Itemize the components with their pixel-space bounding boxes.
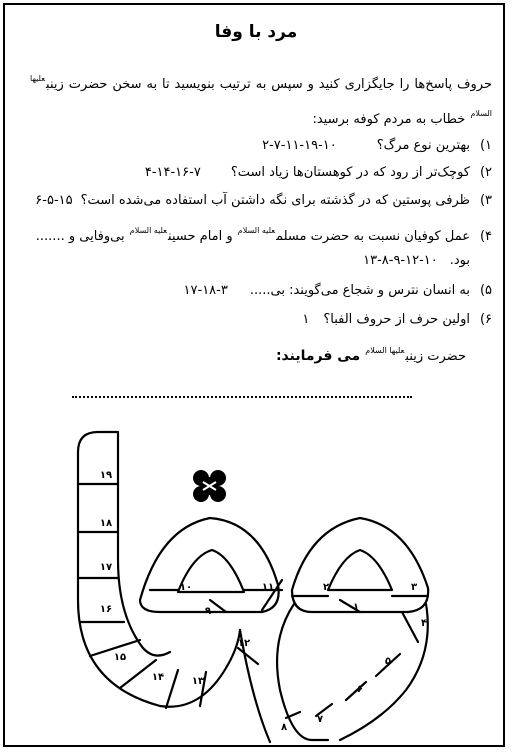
- question-number: ۱): [479, 138, 492, 153]
- answer-code: ۲-۷-۱۱-۱۹-۱۰: [262, 138, 337, 153]
- cell-number: ۱۴: [151, 672, 165, 683]
- page-title: مرد با وفا: [214, 22, 298, 42]
- question-number: ۴): [479, 229, 492, 244]
- letter-outline: [140, 518, 279, 612]
- cell-number: ۱۸: [99, 518, 113, 529]
- letter-outline: [292, 518, 428, 612]
- question-number: ۲): [479, 165, 492, 180]
- question-number: ۶): [479, 312, 492, 327]
- answer-suffix: می فرمایند:: [275, 348, 361, 364]
- letter-outline: [340, 604, 428, 740]
- cell-number: ۷: [316, 714, 324, 725]
- answer-code: ۴-۱۴-۱۶-۷: [144, 165, 201, 180]
- cell-number: ۱۷: [99, 562, 113, 573]
- honorific-mark: علیه السلام: [129, 226, 168, 235]
- letter-outline: [328, 550, 392, 590]
- question-text: بهترین نوع مرگ؟: [376, 138, 470, 153]
- question-number: ۳): [479, 193, 492, 208]
- honorific-mark: علیها السلام: [365, 346, 405, 355]
- cell-number: ۳: [410, 582, 418, 593]
- cell-number: ۱۹: [99, 470, 113, 481]
- cell-number: ۵: [384, 656, 392, 667]
- cell-number: ۱: [352, 602, 360, 613]
- answer-prefix: حضرت زینب: [405, 349, 466, 364]
- question-number: ۵): [479, 283, 492, 298]
- cell-number: ۶: [356, 684, 364, 695]
- cell-divider: [238, 648, 400, 718]
- question-text: به انسان نترس و شجاع می‌گویند: بی.....: [249, 283, 470, 298]
- answer-code: ۱: [302, 312, 310, 327]
- question-text-c: بی‌وفایی و .......: [35, 229, 125, 244]
- cell-number: ۸: [280, 722, 288, 733]
- question-text: اولین حرف از حروف الفبا؟: [323, 312, 470, 327]
- cell-number: ۱۲: [237, 638, 251, 649]
- question-text-line2: بود.: [449, 253, 470, 268]
- instructions-line2: خطاب به مردم کوفه برسید:: [312, 112, 466, 127]
- question-text-a: عمل کوفیان نسبت به حضرت مسلم: [276, 229, 470, 244]
- honorific-mark: علیه السلام: [237, 226, 276, 235]
- instructions-name: زینب: [46, 77, 64, 92]
- cell-divider: [90, 640, 206, 708]
- question-text: ظرفی پوستین که در گذشته برای نگه داشتن آب استفاده می‌شده است؟: [80, 193, 470, 208]
- cell-number: ۱۳: [191, 676, 205, 687]
- instructions-line1: حروف پاسخ‌ها را جایگزاری کنید و سپس به ترتیب بنویسید تا به سخن حضرت: [68, 77, 492, 92]
- honorific-mark: علیها السلام: [30, 74, 492, 118]
- flower-ornament: [193, 470, 226, 502]
- question-text: کوچک‌تر از رود که در کوهستان‌ها زیاد است؟: [230, 165, 470, 180]
- answer-code: ۱۳-۸-۹-۱۲-۱۰: [363, 253, 438, 268]
- cell-number: ۱۵: [113, 652, 127, 663]
- answer-code: ۶-۵-۱۵: [35, 193, 73, 208]
- cell-number: ۱۰: [179, 582, 193, 593]
- cell-divider: [292, 596, 428, 642]
- cell-number: ۹: [204, 606, 212, 617]
- question-text-b: و امام حسین: [168, 229, 233, 244]
- cell-number: ۲: [322, 582, 330, 593]
- cell-number: ۴: [420, 618, 428, 629]
- answer-code: ۱۷-۱۸-۳: [183, 283, 228, 298]
- cell-number: ۱۱: [261, 582, 275, 593]
- cell-number: ۱۶: [99, 604, 113, 615]
